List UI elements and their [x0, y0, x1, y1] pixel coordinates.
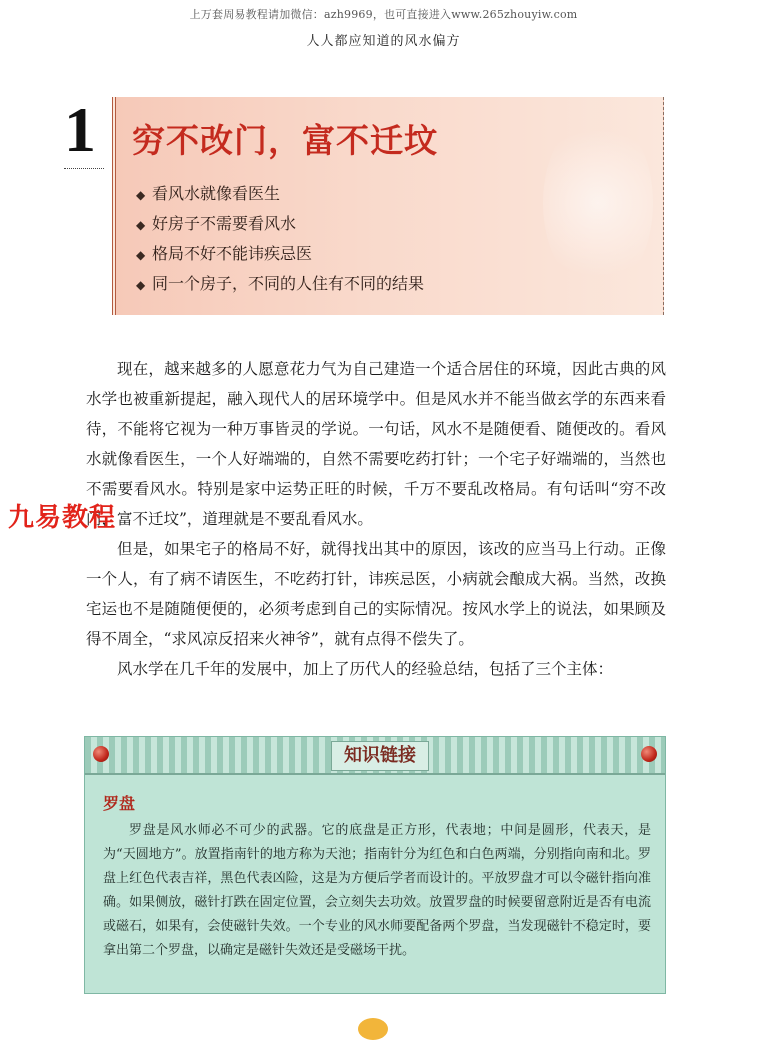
knowledge-header-band — [85, 737, 665, 775]
chapter-bullet-text: 同一个房子，不同的人住有不同的结果 — [152, 274, 425, 293]
chapter-bullet — [136, 269, 424, 299]
diamond-bullet-icon: ◆ — [136, 248, 146, 262]
body-paragraph: 风水学在几千年的发展中，加上了历代人的经验总结，包括了三个主体： — [117, 660, 614, 678]
knowledge-link-box — [84, 736, 666, 994]
chapter-title: 穷不改门，富不迁坟 — [132, 121, 438, 160]
page-number-tab — [358, 1018, 388, 1040]
red-orb-icon — [93, 746, 109, 762]
diamond-bullet-icon: ◆ — [136, 278, 146, 292]
watermark-text: 上万套周易教程请加微信：azh9969，也可直接进入www.265zhouyiw.com — [189, 8, 578, 21]
knowledge-subtitle: 罗盘 — [103, 794, 136, 813]
chapter-bullet-list — [136, 179, 424, 299]
chapter-bullet — [136, 239, 424, 269]
side-watermark-stamp: 九易教程 — [8, 503, 117, 533]
knowledge-body — [103, 819, 651, 963]
knowledge-paragraph: 罗盘是风水师必不可少的武器。它的底盘是正方形，代表地；中间是圆形，代表天，是为“天圆地方”。放置指南针的地方称为天池；指南针分为红色和白色两端，分别指向南和北。罗盘上红色代表吉祥，黑色代表凶险，这是为方便后学者而设计的。平放罗盘才可以令磁针指向准确。如果侧放，磁针打跌在固定位置，会立刻失去功效。放置罗盘的时候要留意附近是否有电流或磁石，如果有，会使磁针失效。一个专业的风水师要配备两个罗盘，当发现磁针不稳定时，要拿出第二个罗盘，以确定是磁针失效还是受磁场干扰。 — [103, 823, 651, 958]
knowledge-title: 知识链接 — [331, 741, 429, 771]
chapter-bullet — [136, 209, 424, 239]
body-paragraph: 但是，如果宅子的格局不好，就得找出其中的原因，该改的应当马上行动。正像一个人，有了病不请医生，不吃药打针，讳疾忌医，小病就会酿成大祸。当然，改换宅运也不是随随便便的，必须考虑到自己的实际情况。按风水学上的说法，如果顾及得不周全，“求风凉反招来火神爷”，就有点得不偿失了。 — [86, 540, 666, 648]
body-text — [86, 354, 666, 684]
chapter-bullet-text: 看风水就像看医生 — [152, 184, 281, 203]
chapter-bullet — [136, 179, 424, 209]
chapter-bullet-text: 格局不好不能讳疾忌医 — [152, 244, 313, 263]
chapter-title-box — [112, 97, 664, 315]
body-paragraph: 现在，越来越多的人愿意花力气为自己建造一个适合居住的环境，因此古典的风水学也被重新提起，融入现代人的居环境学中。但是风水并不能当做玄学的东西来看待，不能将它视为一种万事皆灵的学说。一句话，风水不是随便看、随便改的。看风水就像看医生，一个人好端端的，自然不需要吃药打针；一个宅子好端端的，当然也不需要看风水。特别是家中运势正旺的时候，千万不要乱改格局。有句话叫“穷不改门，富不迁坟”，道理就是不要乱看风水。 — [86, 360, 666, 528]
chapter-bullet-text: 好房子不需要看风水 — [152, 214, 297, 233]
chapter-number-underline — [64, 168, 104, 169]
red-orb-icon — [641, 746, 657, 762]
diamond-bullet-icon: ◆ — [136, 188, 146, 202]
chapter-number: 1 — [64, 94, 96, 165]
diamond-bullet-icon: ◆ — [136, 218, 146, 232]
running-header: 人人都应知道的风水偏方 — [306, 34, 461, 49]
